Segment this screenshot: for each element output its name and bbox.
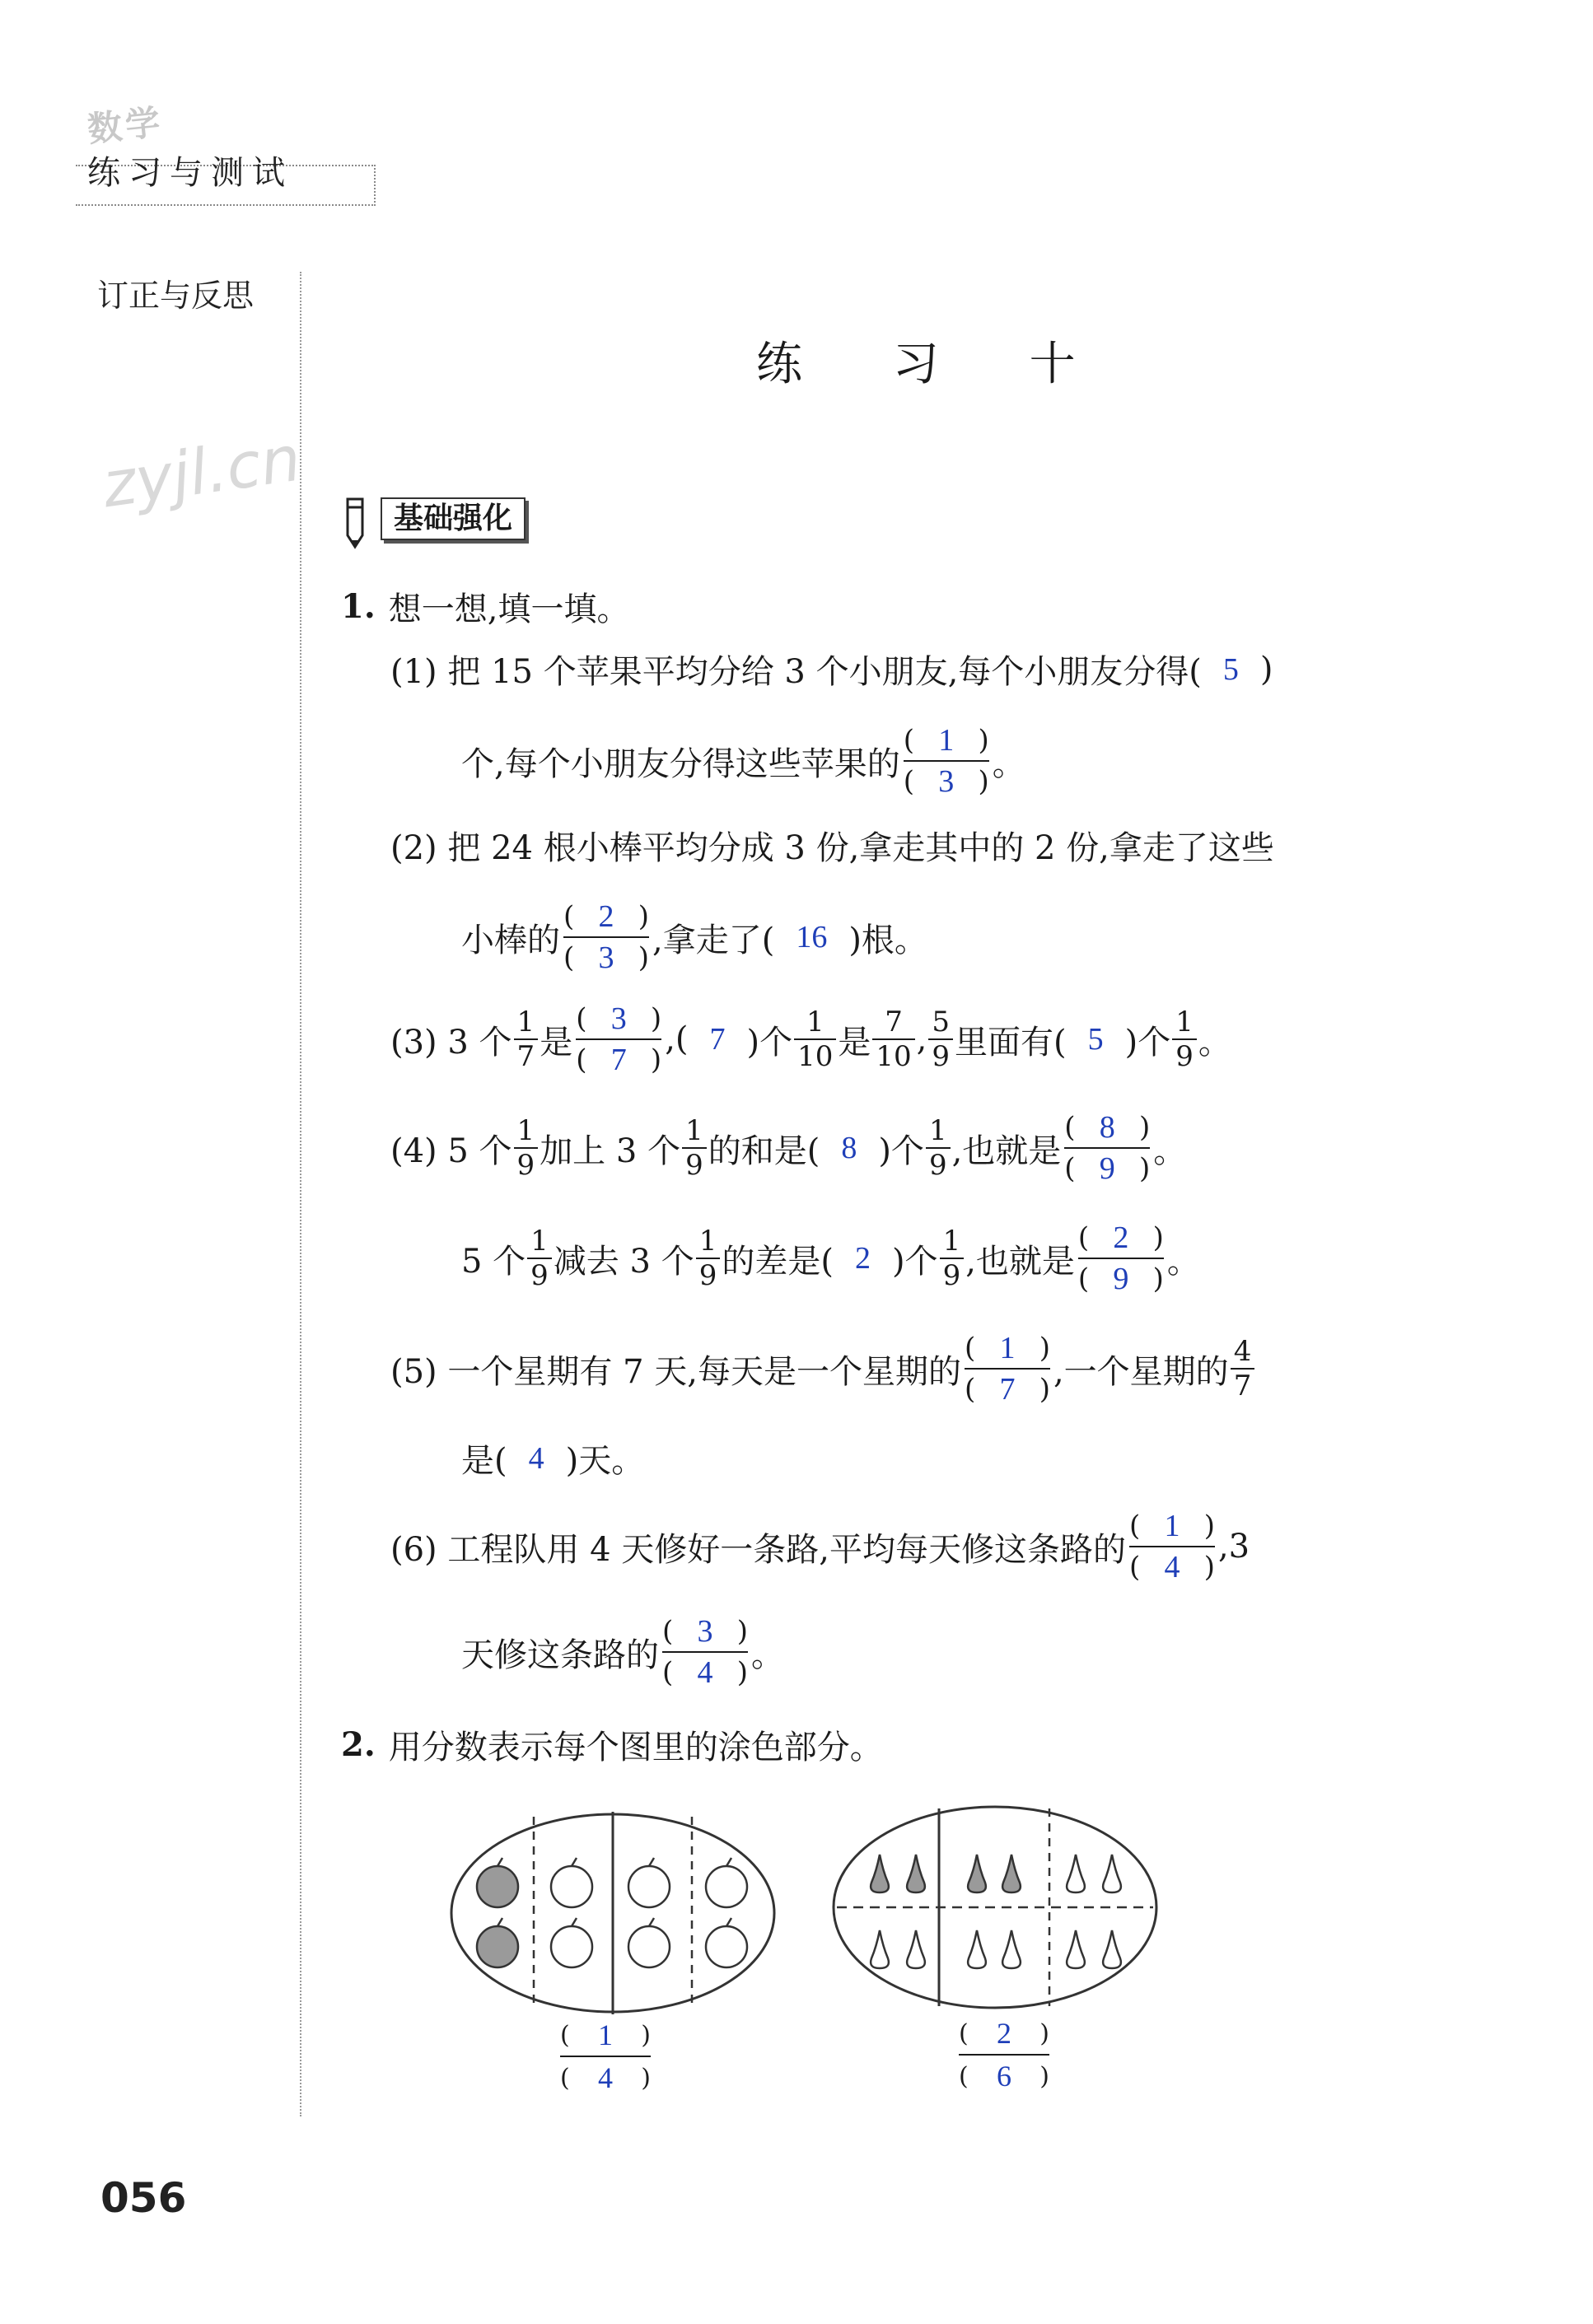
side-divider	[300, 272, 301, 2116]
fraction: $\frac{1}{9}$	[514, 1117, 539, 1179]
text: 。	[1166, 1242, 1200, 1281]
q1-part1-line1	[390, 646, 1273, 693]
text: 的差是(	[722, 1242, 834, 1281]
text: (4) 5 个	[390, 1132, 512, 1170]
answer-value: 5	[1222, 651, 1239, 687]
fraction: $\frac{5}{9}$	[928, 1008, 953, 1071]
text: )个	[878, 1132, 924, 1170]
answer-value: 7	[709, 1022, 726, 1057]
answer-fraction: ( 1 ) ( 4 )	[1128, 1509, 1215, 1584]
text: 。	[992, 744, 1025, 783]
text: (3) 3 个	[390, 1023, 512, 1062]
question-number: 2.	[341, 1725, 376, 1764]
fraction: $\frac{7}{10}$	[872, 1008, 914, 1071]
text: 是	[540, 1023, 573, 1062]
text: )个	[746, 1023, 793, 1062]
answer-value: 4	[528, 1440, 544, 1476]
text: ,也就是	[965, 1242, 1075, 1281]
text: 5 个	[461, 1242, 526, 1281]
q1-part6-line1	[390, 1510, 1250, 1583]
fraction: $\frac{1}{10}$	[794, 1008, 836, 1071]
text: )个	[1124, 1023, 1171, 1062]
fraction: $\frac{1}{9}$	[926, 1117, 951, 1179]
text: ,(	[665, 1020, 689, 1058]
q1-part2-line1: (2) 把 24 根小棒平均分成 3 份,拿走其中的 2 份,拿走了这些	[390, 829, 1274, 867]
answer-value: 5	[1087, 1022, 1104, 1057]
apple-oval-figure	[446, 1808, 779, 2018]
text: )	[1259, 650, 1273, 688]
fraction: $\frac{1}{9}$	[696, 1227, 721, 1290]
text: 个,每个小朋友分得这些苹果的	[461, 744, 900, 783]
answer-fraction: ( 2 ) ( 3 )	[563, 899, 649, 975]
pear-icons	[871, 1855, 1121, 1968]
answer-fraction: ( 2 ) ( 9 )	[1077, 1220, 1164, 1296]
figure1-answer-fraction: ( 1 ) ( 4 )	[560, 2018, 651, 2094]
text: 是	[838, 1023, 871, 1062]
question-prompt: 想一想,填一填。	[388, 590, 630, 628]
answer-value: 8	[841, 1131, 857, 1165]
fraction: $\frac{1}{9}$	[527, 1227, 552, 1290]
text: )根。	[848, 921, 927, 959]
text: 的和是(	[708, 1132, 820, 1170]
fraction: $\frac{1}{9}$	[1172, 1008, 1197, 1071]
q1-part5-line2	[461, 1435, 644, 1482]
fraction: $\frac{4}{7}$	[1231, 1337, 1255, 1400]
page-number: 056	[100, 2174, 187, 2222]
q1-part4-line1	[390, 1112, 1186, 1184]
text: )个	[891, 1242, 938, 1281]
text: 加上 3 个	[540, 1132, 681, 1170]
q1-part1-line2	[461, 725, 1025, 797]
section-label: 基础强化	[381, 497, 526, 540]
q1-part5-line1	[390, 1332, 1256, 1405]
text: 。	[751, 1636, 784, 1674]
fraction: $\frac{1}{9}$	[940, 1227, 965, 1290]
text: 小棒的	[461, 921, 560, 959]
answer-fraction: ( 1 ) ( 3 )	[903, 723, 989, 799]
figure2-answer-fraction: ( 2 ) ( 6 )	[959, 2017, 1049, 2093]
text: ,拿走了(	[652, 921, 775, 959]
q1-part6-line2	[461, 1616, 784, 1688]
answer-value: 16	[796, 920, 828, 954]
text: 天修这条路的	[461, 1636, 659, 1674]
section-header	[341, 497, 526, 540]
page-title: 练 习 十	[756, 338, 1114, 391]
text: ,3	[1217, 1528, 1250, 1566]
brand-subtitle: 数学	[85, 101, 166, 150]
answer-value: 2	[854, 1241, 871, 1276]
text: (6) 工程队用 4 天修好一条路,平均每天修这条路的	[390, 1530, 1126, 1569]
text: 减去 3 个	[553, 1242, 694, 1281]
q1-part4-line2	[461, 1222, 1200, 1295]
q1-part2-line2	[461, 901, 927, 973]
text: 是(	[461, 1442, 507, 1480]
question-prompt: 用分数表示每个图里的涂色部分。	[388, 1729, 883, 1766]
text: ,也就是	[951, 1132, 1062, 1170]
brand-title: 练习与测试	[87, 154, 293, 192]
pencil-icon	[341, 496, 369, 550]
text: (1) 把 15 个苹果平均分给 3 个小朋友,每个小朋友分得(	[390, 653, 1202, 691]
question-1-heading	[341, 583, 629, 630]
fraction: $\frac{1}{9}$	[682, 1117, 707, 1179]
question-number: 1.	[341, 587, 376, 626]
text: (5) 一个星期有 7 天,每天是一个星期的	[390, 1352, 961, 1391]
text: ,	[916, 1020, 927, 1058]
text: )天。	[565, 1442, 645, 1480]
q1-part3	[390, 1003, 1231, 1076]
answer-fraction: ( 1 ) ( 7 )	[964, 1331, 1050, 1407]
answer-fraction: ( 3 ) ( 7 )	[576, 1001, 662, 1077]
text: 。	[1153, 1132, 1187, 1170]
answer-fraction: ( 3 ) ( 4 )	[662, 1614, 748, 1690]
text: 里面有(	[955, 1023, 1067, 1062]
text: 。	[1198, 1023, 1231, 1062]
fraction: $\frac{1}{7}$	[514, 1008, 539, 1071]
answer-fraction: ( 8 ) ( 9 )	[1064, 1110, 1151, 1186]
question-2-heading	[341, 1721, 883, 1768]
watermark: zyjl.cn	[97, 421, 306, 522]
pear-oval-figure	[829, 1800, 1161, 2014]
side-column-title: 订正与反思	[97, 278, 255, 314]
text: ,一个星期的	[1053, 1352, 1229, 1391]
